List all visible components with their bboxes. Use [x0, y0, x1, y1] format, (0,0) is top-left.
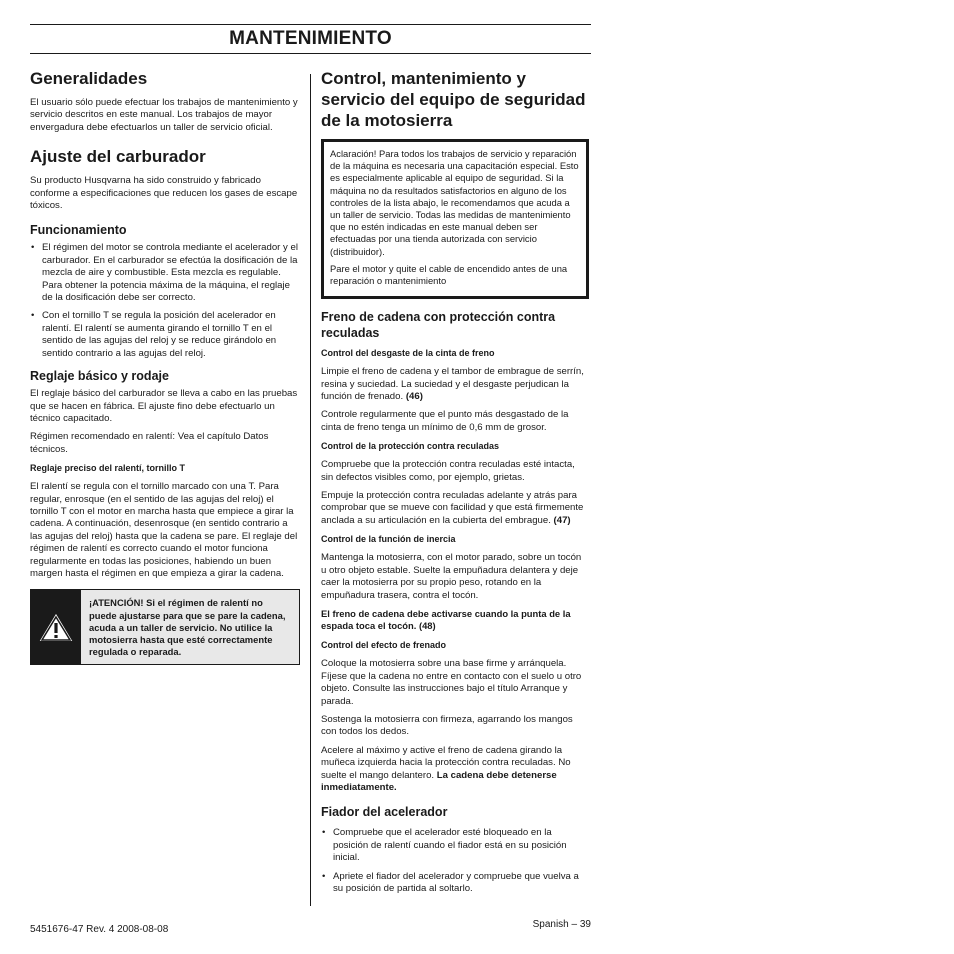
section-freno	[321, 309, 589, 794]
reglaje-paragraph: Régimen recomendado en ralentí: Vea el capítulo Datos técnicos.	[30, 431, 269, 455]
list-item: • Apriete el fiador del acelerador y compruebe que vuelva a su posición de partida al soltarlo.	[321, 871, 589, 896]
document-number: 5451676-47 Rev. 4 2008-08-08	[30, 924, 169, 935]
list-item: • Compruebe que el acelerador esté bloqueado en la posición de ralentí cuando el fiador está en su posición inicial.	[321, 827, 589, 864]
section-fiador	[321, 804, 589, 895]
seguridad-title: Control, mantenimiento y servicio del equipo de seguridad de la motosierra	[321, 69, 586, 130]
section-carburador	[30, 146, 300, 212]
efecto-paragraph: Coloque la motosierra sobre una base firme y arránquela. Fíjese que la cadena no entre en contacto con el suelo u otro objeto. Consulte las instrucciones bajo el título Arranque y parada.	[321, 658, 582, 707]
desgaste-text: Limpie el freno de cadena y el tambor de embrague de serrín, resina y suciedad. La suciedad y el desgaste perjudican la función de frenado.	[321, 366, 584, 403]
section-reglaje	[30, 368, 300, 580]
warning-text: ¡ATENCIÓN! Si el régimen de ralentí no puede ajustarse para que se pare la cadena, acuda a un taller de servicio. No utilice la motosierra hasta que esté correctamente regulada o reparada.	[81, 590, 299, 664]
warning-icon-cell	[31, 590, 81, 664]
inercia-title: Control de la función de inercia	[321, 534, 456, 545]
freno-title: Freno de cadena con protección contra reculadas	[321, 310, 556, 341]
fiador-list	[321, 827, 589, 895]
list-item: • El régimen del motor se controla mediante el acelerador y el carburador. En el carburador se efectúa la dosificación de la mezcla de aire y combustible. Esta mezcla es regulable. Para obtener la potencia máxima de la máquina, el reglaje de la dosificación debe ser correcto.	[30, 242, 300, 304]
carburador-title: Ajuste del carburador	[30, 147, 206, 167]
note-box	[321, 139, 589, 299]
warning-box	[30, 589, 300, 665]
note-paragraph: Pare el motor y quite el cable de encendido antes de una reparación o mantenimiento	[330, 262, 568, 287]
reglaje-paragraph: El ralentí se regula con el tornillo marcado con una T. Para regular, enrosque (en el sentido de las agujas del reloj) el tornillo T con el motor en marcha hasta que empiece a girar la cadena. A continuación, desenrosque (en sentido contrario a las agujas del reloj) hasta que la cadena se pare. El reglaje del régimen de ralentí es correcto cuando el motor funciona regularmente en todas las posiciones, habiendo un buen margen hasta el régimen en que empieza a girar la cadena.	[30, 481, 298, 579]
note-paragraph: Aclaración! Para todos los trabajos de servicio y reparación de la máquina es necesaria una capacitación especial. Esto es especialmente aplicable al equipo de seguridad. Si la máquina no da resultados satisfactorios en alguno de los controles de la lista abajo, le recomendamos que acuda a un taller de servicio. Todas las medidas de mantenimiento que no estén indicadas en este manual deben ser efectuadas por una tienda autorizada con servicio (distribuidor).	[330, 148, 579, 257]
section-funcionamiento	[30, 222, 300, 360]
carburador-text: Su producto Husqvarna ha sido construido y fabricado conforme a especificaciones que reducen los gases de escape tóxicos.	[30, 175, 298, 212]
left-column	[30, 68, 300, 665]
page-title: MANTENIMIENTO	[229, 28, 392, 49]
reglaje-subtitle: Reglaje preciso del ralentí, tornillo T	[30, 463, 186, 474]
generalidades-title: Generalidades	[30, 69, 148, 88]
section-generalidades	[30, 68, 300, 134]
figure-reference: (47)	[553, 514, 571, 526]
efecto-bold-text: La cadena debe detenerse inmediatamente.	[321, 769, 557, 793]
efecto-title: Control del efecto de frenado	[321, 640, 447, 651]
list-item: • Con el tornillo T se regula la posición del acelerador en ralentí. El ralentí se aumenta girando el tornillo T en el sentido de las agujas del reloj y se reduce girándolo en sentido contrario a las agujas del reloj.	[30, 310, 300, 360]
inercia-paragraph: Mantenga la motosierra, con el motor parado, sobre un tocón u otro objeto estable. Suelte la empuñadura delantera y deje caer la motosierra por su propio peso, rotando en la empuñadura trasera, contra el tocón.	[321, 552, 582, 601]
funcionamiento-title: Funcionamiento	[30, 223, 127, 238]
efecto-paragraph: Sostenga la motosierra con firmeza, agarrando los mangos con todos los dedos.	[321, 713, 573, 738]
warning-triangle-icon	[36, 610, 76, 644]
funcionamiento-list	[30, 242, 300, 360]
desgaste-paragraph: Controle regularmente que el punto más desgastado de la cinta de freno tenga un mínimo de 0,6 mm de grosor.	[321, 409, 569, 433]
inercia-bold-paragraph: El freno de cadena debe activarse cuando la punta de la espada toca el tocón. (48)	[321, 607, 571, 632]
proteccion-paragraph	[321, 490, 589, 527]
generalidades-text: El usuario sólo puede efectuar los trabajos de mantenimiento y servicio descritos en este manual. Los trabajos de mayor envergadura debe efectuarlos un taller de servicio oficial.	[30, 97, 298, 133]
column-divider	[310, 74, 311, 906]
page-header	[30, 24, 591, 54]
right-column	[321, 68, 589, 901]
reglaje-paragraph: El reglaje básico del carburador se lleva a cabo en las pruebas que se hacen en fábrica. El ajuste fino debe efectuarlo un técnico capacitado.	[30, 388, 298, 424]
efecto-paragraph	[321, 745, 589, 795]
proteccion-title: Control de la protección contra reculadas	[321, 441, 500, 452]
desgaste-paragraph	[321, 366, 589, 403]
fiador-title: Fiador del acelerador	[321, 805, 448, 820]
proteccion-text: Empuje la protección contra reculadas adelante y atrás para comprobar que se mueve con facilidad y que está firmemente anclada a su articulación en la cubierta del embrague.	[321, 490, 584, 526]
figure-reference: (46)	[405, 391, 423, 403]
desgaste-title: Control del desgaste de la cinta de freno	[321, 348, 495, 359]
reglaje-title: Reglaje básico y rodaje	[30, 369, 169, 384]
efecto-text: Acelere al máximo y active el freno de cadena girando la muñeca izquierda hacia la protección contra reculadas. No suelte el mango delantero.	[321, 744, 571, 781]
proteccion-paragraph: Compruebe que la protección contra reculadas esté intacta, sin defectos visibles como, por ejemplo, grietas.	[321, 459, 575, 483]
page-number: Spanish – 39	[532, 919, 591, 930]
